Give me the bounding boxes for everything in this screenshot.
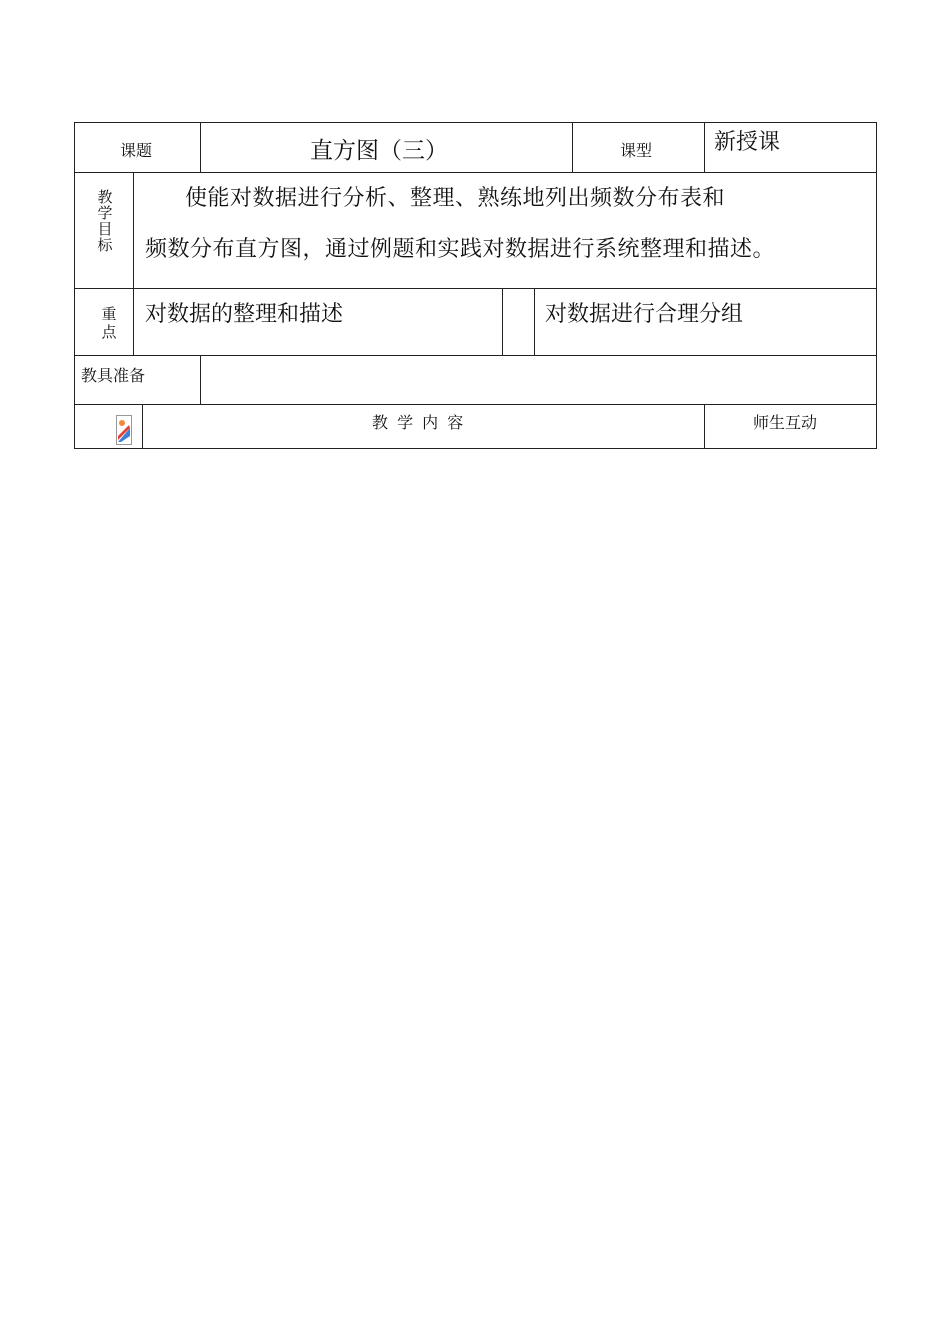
topic-label: 课题 — [120, 141, 153, 160]
objectives-text — [145, 173, 865, 275]
col-divider-r5-b — [704, 404, 705, 448]
equipment-label: 教具准备 — [81, 366, 146, 385]
col-divider-r1-c — [704, 123, 705, 172]
objectives-line-1: 使能对数据进行分析、整理、熟练地列出频数分布表和 — [185, 186, 726, 211]
key-points-label: 重点 — [101, 305, 117, 341]
interaction-header-label: 师生互动 — [753, 413, 818, 432]
col-divider-r3-a — [133, 288, 134, 355]
objectives-line-2: 频数分布直方图，通过例题和实践对数据进行系统整理和描述。 — [145, 237, 776, 262]
row-divider-2 — [75, 288, 876, 289]
col-divider-r3-b — [502, 288, 503, 355]
lesson-plan-table — [74, 122, 877, 449]
key-points-value: 对数据的整理和描述 — [145, 302, 344, 327]
col-divider-r1-a — [200, 123, 201, 172]
col-divider-r4 — [200, 355, 201, 404]
col-divider-r3-c — [534, 288, 535, 355]
content-header-label: 教 学 内 容 — [372, 413, 466, 432]
row-divider-3 — [75, 355, 876, 356]
objectives-label: 教学目标 — [97, 188, 113, 254]
type-label: 课型 — [620, 141, 653, 160]
type-value: 新授课 — [714, 130, 781, 155]
col-divider-r5-a — [142, 404, 143, 448]
broken-image-icon — [116, 415, 132, 445]
difficulty-value: 对数据进行合理分组 — [545, 302, 744, 327]
col-divider-r1-b — [572, 123, 573, 172]
col-divider-r2 — [133, 172, 134, 288]
topic-value: 直方图（三） — [310, 138, 448, 164]
row-divider-4 — [75, 404, 876, 405]
broken-image-icon-graphic — [117, 416, 131, 444]
